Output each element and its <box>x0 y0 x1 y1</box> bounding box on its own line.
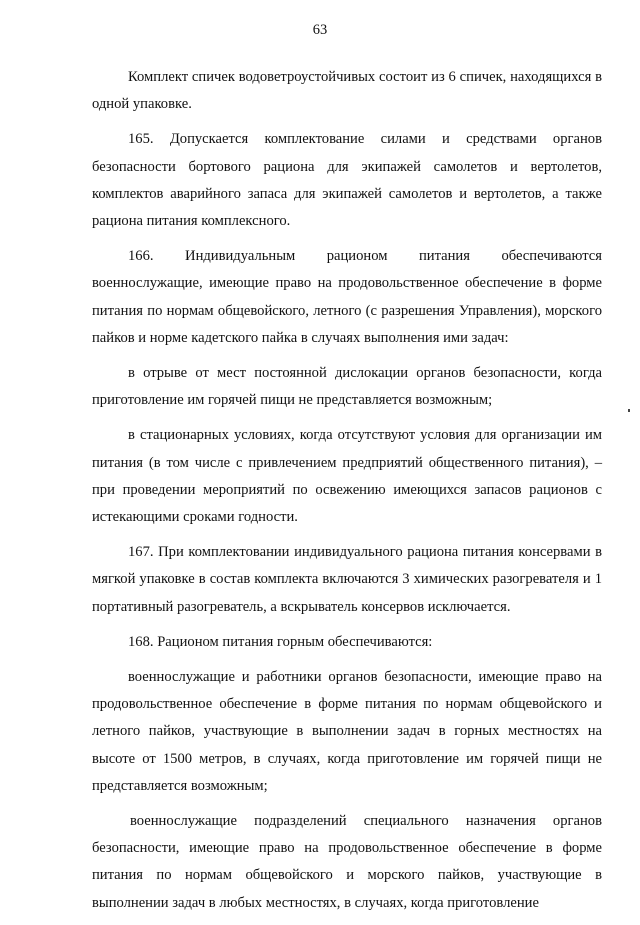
paragraph-168-item-2: военнослужащие подразделений специального назначения органов безопасности, имеющие право на продовольственное обеспечение в форме питания по нормам общевойского и морского пайков, участвующие в выполнении задач в любых местностях, в случаях, когда приготовление <box>92 813 602 911</box>
page-number: 63 <box>312 22 328 38</box>
paragraph-165: 165. Допускается комплектование силами и средствами органов безопасности бортового рациона для экипажей самолетов и вертолетов, комплектов аварийного запаса для экипажей самолетов и вертолетов, а также рациона питания комплексного. <box>92 131 602 230</box>
paragraph-167: 167. При комплектовании индивидуального рациона питания консервами в мягкой упаковке в состав комплекта включаются 3 химических разогревателя и 1 портативный разогреватель, а вскрыватель консервов исключается. <box>92 544 602 615</box>
paragraph-166-item-1: в отрыве от мест постоянной дислокации органов безопасности, когда приготовление им горячей пищи не представляется возможным; <box>92 365 602 409</box>
paragraph-matches-kit: Комплект спичек водоветроустойчивых состоит из 6 спичек, находящихся в одной упаковке. <box>92 69 602 113</box>
scan-speck <box>628 409 630 412</box>
paragraph-168-item-1: военнослужащие и работники органов безопасности, имеющие право на продовольственное обеспечение в форме питания по нормам общевойского и летного пайков, участвующие в выполнении задач в горных местностях на высоте от 1500 метров, в случаях, когда приготовление им горячей пищи не представляется возможным; <box>92 669 602 794</box>
paragraph-166-item-2: в стационарных условиях, когда отсутствуют условия для организации им питания (в том числе с привлечением предприятий общественного питания), – при проведении мероприятий по освежению имеющихся запасов рационов с истекающими сроками годности. <box>92 427 602 526</box>
document-body <box>92 64 602 925</box>
paragraph-166: 166. Индивидуальным рационом питания обеспечиваются военнослужащие, имеющие право на продовольственное обеспечение в форме питания по нормам общевойского, летного (с разрешения Управления), морского пайков и норме кадетского пайка в случаях выполнения ими задач: <box>92 248 602 346</box>
paragraph-168: 168. Рационом питания горным обеспечиваются: <box>128 633 433 650</box>
